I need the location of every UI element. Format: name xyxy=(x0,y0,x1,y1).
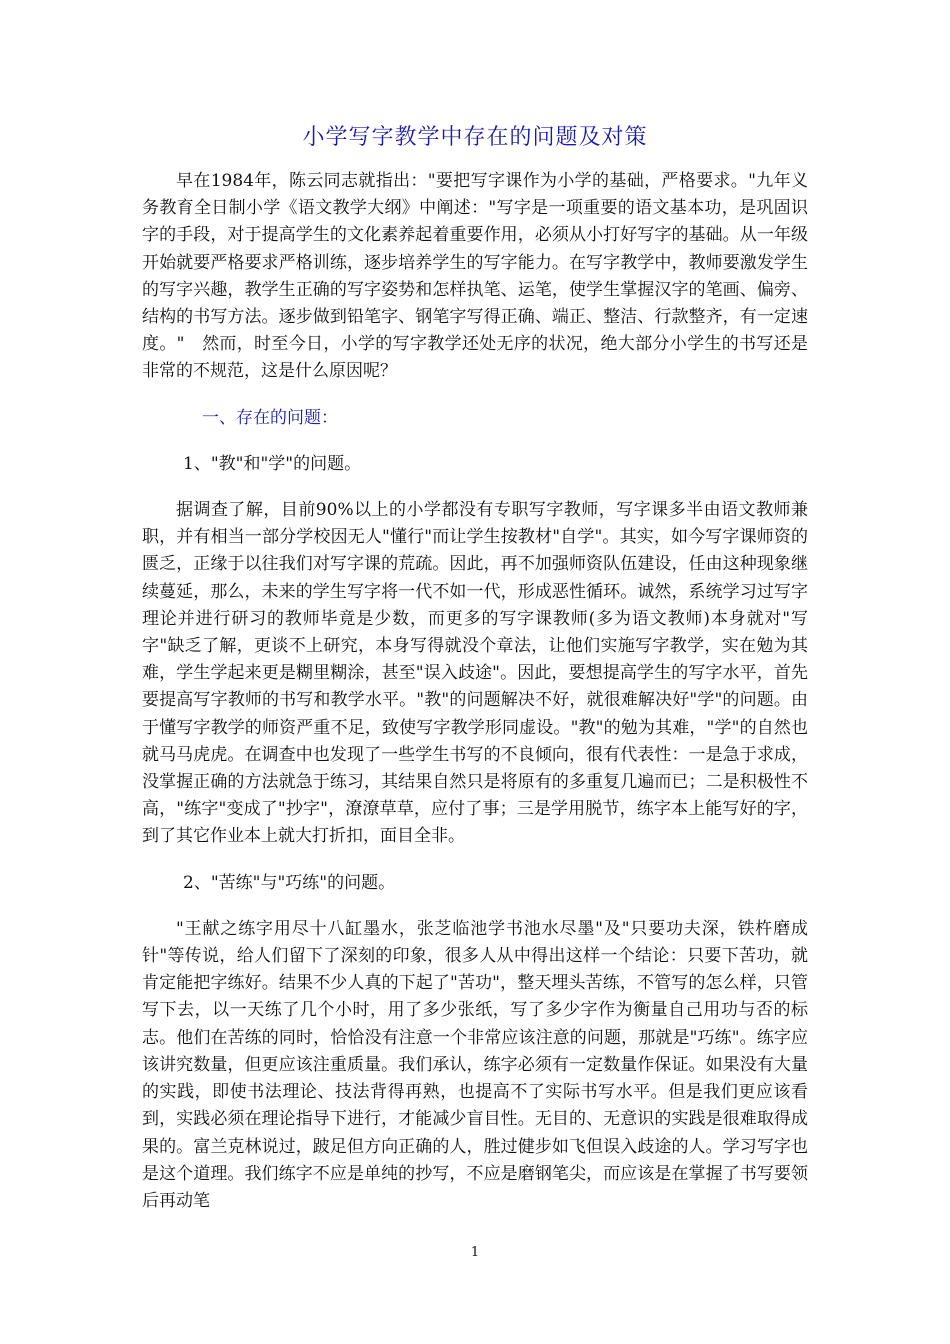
document-title: 小学写字教学中存在的问题及对策 xyxy=(302,125,648,150)
document-body xyxy=(142,118,808,1234)
item-body-teaching-learning: 据调查了解，目前90%以上的小学都没有专职写字教师，写字课多半由语文教师兼职，并有相当一部分学校因无人"懂行"而让学生按教材"自学"。其实，如今写字课师资的匮乏，正缘于以往我们对写字课的荒疏。因此，再不加强师资队伍建设，任由这种现象继续蔓延，那么，未来的学生写字将一代不如一代，形成恶性循环。诚然，系统学习过写字理论并进行研习的教师毕竟是少数，而更多的写字课教师(多为语文教师)本身就对"写字"缺乏了解，更谈不上研究，本身写得就没个章法，让他们实施写字教学，实在勉为其难，学生学起来更是糊里糊涂，甚至"误入歧途"。因此，要想提高学生的写字水平，首先要提高写字教师的书写和教学水平。"教"的问题解决不好，就很难解决好"学"的问题。由于懂写字教学的师资严重不足，致使写字教学形同虚设。"教"的勉为其难，"学"的自然也就马马虎虎。在调查中也发现了一些学生书写的不良倾向，很有代表性：一是急于求成，没掌握正确的方法就急于练习，其结果自然只是将原有的多重复几遍而已；二是积极性不高，"练字"变成了"抄字"，潦潦草草，应付了事；三是学用脱节，练字本上能写好的字，到了其它作业本上就大打折扣，面目全非。 xyxy=(142,500,808,847)
page-number: 1 xyxy=(470,1245,480,1260)
item-heading-hard-smart-practice: 2、"苦练"与"巧练"的问题。 xyxy=(183,872,396,893)
section-heading-problems: 一、存在的问题： xyxy=(202,407,338,428)
item-heading-teaching-learning: 1、"教"和"学"的问题。 xyxy=(183,453,362,474)
intro-paragraph: 早在1984年，陈云同志就指出："要把写字课作为小学的基础，严格要求。"九年义务教育全日制小学《语文教学大纲》中阐述："写字是一项重要的语文基本功，是巩固识字的手段，对于提高学生的文化素养起着重要作用，必须从小打好写字的基础。从一年级开始就要严格要求严格训练，逐步培养学生的写字能力。在写字教学中，教师要激发学生的写字兴趣，教学生正确的写字姿势和怎样执笔、运笔，使学生掌握汉字的笔画、偏旁、结构的书写方法。逐步做到铅笔字、钢笔字写得正确、端正、整洁、行款整齐，有一定速度。" 然而，时至今日，小学的写字教学还处无序的状况，绝大部分小学生的书写还是非常的不规范，这是什么原因呢？ xyxy=(142,171,808,382)
item-body-hard-smart-practice: "王献之练字用尽十八缸墨水，张芝临池学书池水尽墨"及"只要功夫深，铁杵磨成针"等传说，给人们留下了深刻的印象，很多人从中得出这样一个结论：只要下苦功，就肯定能把字练好。结果不少人真的下起了"苦功"，整天埋头苦练，不管写的怎么样，只管写下去，以一天练了几个小时，用了多少张纸，写了多少字作为衡量自己用功与否的标志。他们在苦练的同时，恰恰没有注意一个非常应该注意的问题，那就是"巧练"。练字应该讲究数量，但更应该注重质量。我们承认，练字必须有一定数量作保证。如果没有大量的实践，即使书法理论、技法背得再熟，也提高不了实际书写水平。但是我们更应该看到，实践必须在理论指导下进行，才能减少盲目性。无目的、无意识的实践是很难取得成果的。富兰克林说过，跛足但方向正确的人，胜过健步如飞但误入歧途的人。学习写字也是这个道理。我们练字不应是单纯的抄写，不应是磨钢笔尖，而应该是在掌握了书写要领后再动笔 xyxy=(142,918,808,1211)
